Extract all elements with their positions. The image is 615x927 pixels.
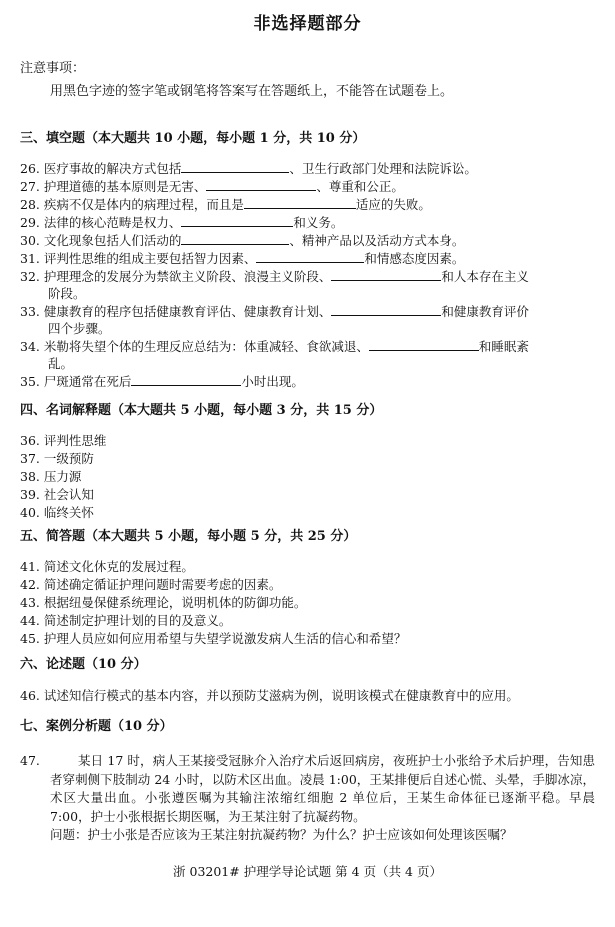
fill-question-32-continued: 阶段。	[48, 286, 86, 301]
notice-text: 用黑色字迹的签字笔或钢笔将答案写在答题纸上，不能答在试题卷上。	[50, 84, 454, 99]
short-question: 44. 简述制定护理计划的目的及意义。	[20, 613, 232, 628]
section-short-heading: 五、简答题（本大题共 5 小题，每小题 5 分，共 25 分）	[20, 529, 357, 544]
answer-blank	[206, 178, 316, 191]
fill-question-32: 32. 护理理念的发展分为禁欲主义阶段、浪漫主义阶段、 和人本存在主义	[20, 269, 529, 284]
answer-blank	[244, 196, 356, 209]
fill-question-26: 26. 医疗事故的解决方式包括 、卫生行政部门处理和法院诉讼。	[20, 161, 477, 176]
short-question: 42. 简述确定循证护理问题时需要考虑的因素。	[20, 577, 282, 592]
answer-blank	[181, 214, 293, 227]
fill-question-30: 30. 文化现象包括人们活动的 、精神产品以及活动方式本身。	[20, 233, 465, 248]
term-question: 39. 社会认知	[20, 487, 94, 502]
short-question: 41. 简述文化休克的发展过程。	[20, 559, 194, 574]
essay-question: 46. 试述知信行模式的基本内容，并以预防艾滋病为例，说明该模式在健康教育中的应用。	[20, 688, 519, 703]
term-question: 36. 评判性思维	[20, 433, 107, 448]
fill-question-34-continued: 乱。	[48, 356, 74, 371]
term-question: 37. 一级预防	[20, 451, 94, 466]
answer-blank	[331, 303, 441, 316]
fill-question-28: 28. 疾病不仅是体内的病理过程，而且是 适应的失败。	[20, 197, 431, 212]
answer-blank	[131, 373, 241, 386]
case-question	[20, 752, 595, 845]
fill-question-33-continued: 四个步骤。	[48, 321, 111, 336]
answer-blank	[181, 160, 289, 173]
short-question: 43. 根据纽曼保健系统理论，说明机体的防御功能。	[20, 595, 307, 610]
fill-question-27: 27. 护理道德的基本原则是无害、 、尊重和公正。	[20, 179, 404, 194]
term-question: 40. 临终关怀	[20, 505, 94, 520]
fill-question-34: 34. 米勒将失望个体的生理反应总结为：体重减轻、食欲减退、 和睡眠紊	[20, 339, 529, 354]
fill-question-29: 29. 法律的核心范畴是权力、 和义务。	[20, 215, 344, 230]
answer-blank	[181, 232, 289, 245]
page-footer: 浙 03201# 护理学导论试题 第 4 页（共 4 页）	[173, 864, 442, 879]
section-terms-heading: 四、名词解释题（本大题共 5 小题，每小题 3 分，共 15 分）	[20, 403, 383, 418]
section-fill-heading: 三、填空题（本大题共 10 小题，每小题 1 分，共 10 分）	[20, 131, 366, 146]
fill-question-35: 35. 尸斑通常在死后 小时出现。	[20, 374, 304, 389]
section-essay-heading: 六、论述题（10 分）	[20, 657, 147, 672]
case-body: 某日 17 时，病人王某接受冠脉介入治疗术后返回病房，夜班护士小张给予术后护理，告知患者穿刺侧下肢制动 24 小时，以防术区出血。凌晨 1:00，王某排便后自述心慌、头晕，手脚冰凉，术区大量出血。小张遵医嘱为其输注浓缩红细胞 2 单位后，王某生命体征已逐渐平稳。早晨 7:00，护士小张根据长期医嘱，为王某注射了抗凝药物。	[50, 753, 595, 824]
notice-heading: 注意事项：	[20, 61, 86, 76]
answer-blank	[369, 338, 479, 351]
answer-blank	[331, 268, 441, 281]
term-question: 38. 压力源	[20, 469, 82, 484]
short-question: 45. 护理人员应如何应用希望与失望学说激发病人生活的信心和希望？	[20, 631, 407, 646]
answer-blank	[256, 250, 364, 263]
fill-question-31: 31. 评判性思维的组成主要包括智力因素、 和情感态度因素。	[20, 251, 465, 266]
fill-question-33: 33. 健康教育的程序包括健康教育评估、健康教育计划、 和健康教育评价	[20, 304, 529, 319]
case-number: 47.	[20, 753, 40, 768]
section-case-heading: 七、案例分析题（10 分）	[20, 719, 173, 734]
case-prompt: 问题：护士小张是否应该为王某注射抗凝药物？为什么？护士应该如何处理该医嘱？	[50, 827, 513, 842]
page-title: 非选择题部分	[253, 14, 362, 34]
